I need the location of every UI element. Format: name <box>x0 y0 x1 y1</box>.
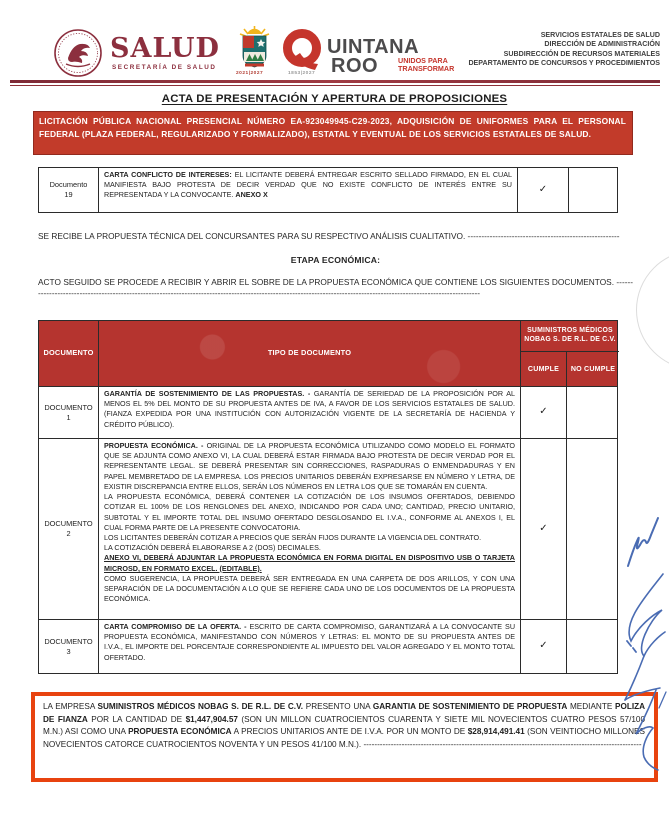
row-cumple-checkmark: ✓ <box>521 439 567 619</box>
header-company-group <box>521 321 619 386</box>
qroo-years-right: 1853|2027 <box>288 71 316 76</box>
row-no-cumple-cell <box>567 387 619 438</box>
table-row <box>39 168 617 212</box>
row-description-cell: GARANTÍA DE SOSTENIMIENTO DE LAS PROPUESTAS. - GARANTÍA DE SERIEDAD DE LA PROPOSICIÓN POR AL MENOS EL 5% DEL MONTO DE SU PROPUESTA ANTES DE IVA, A FAVOR DE LOS SERVICIOS ESTATALES DE SALUD. (FIANZA EXPEDIDA POR UNA INSTITUCIÓN CON AUTORIZACIÓN VIGENTE DE LA SECRETARÍA DE HACIENDA Y CRÉDITO PÚBLICO). <box>99 387 521 438</box>
paragraph-acto-seguido: ACTO SEGUIDO SE PROCEDE A RECIBIR Y ABRIR EL SOBRE DE LA PROPUESTA ECONÓMICA QUE CONTIENE LOS SIGUIENTES DOCUMENTOS. ---------------------------------------------------------------------------------------------------------------------------------------------------------------------- <box>38 277 633 299</box>
licitacion-banner: LICITACIÓN PÚBLICA NACIONAL PRESENCIAL NÚMERO EA-923049945-C29-2023, ADQUISICIÓN DE UNIFORMES PARA EL PERSONAL FEDERAL (PLAZA FEDERAL, REGULARIZADO Y FORMALIZADO), ESTATAL Y EVENTUAL DE LOS SERVICIOS ESTATALES DE SALUD. <box>33 111 633 155</box>
doc19-no-cumple-cell <box>569 168 619 212</box>
header-divider-rule-top <box>10 80 660 83</box>
quintana-roo-q-icon <box>281 29 329 75</box>
quintana-roo-shield-icon <box>237 26 272 70</box>
header-no-cumple: NO CUMPLE <box>570 364 616 373</box>
propuesta-economica-table <box>38 320 618 674</box>
paragraph-recibe-propuesta: SE RECIBE LA PROPUESTA TÉCNICA DEL CONCURSANTES PARA SU RESPECTIVO ANÁLISIS CUALITATIVO. ------------------------------------------------------- <box>38 231 620 241</box>
table-header-row <box>39 321 617 386</box>
dept-line: SERVICIOS ESTATALES DE SALUD <box>540 31 660 39</box>
dept-line: DEPARTAMENTO DE CONCURSOS Y PROCEDIMIENTOS <box>468 59 660 68</box>
dept-line: DIRECCIÓN DE ADMINISTRACIÓN <box>544 40 660 49</box>
header-company-name: SUMINISTROS MÉDICOS NOBAG S. DE R.L. DE C.V. <box>521 321 619 352</box>
header-divider-rule-bottom <box>10 85 660 86</box>
qroo-shield-years: 2021|2027 <box>236 71 264 76</box>
department-header-block <box>400 31 660 69</box>
result-highlight-box <box>31 692 658 782</box>
row-id-cell: DOCUMENTO 2 <box>39 439 99 619</box>
dept-line: SUBDIRECCIÓN DE RECURSOS MATERIALES <box>503 49 660 58</box>
salud-eagle-seal-icon <box>50 28 106 78</box>
row-no-cumple-cell <box>567 620 619 673</box>
doc19-description-cell: CARTA CONFLICTO DE INTERESES: EL LICITANTE DEBERÁ ENTREGAR ESCRITO SELLADO FIRMADO, EN EL CUAL MANIFIESTA BAJO PROTESTA DE DECIR VERDAD QUE NO EXISTE CONFLICTO DE INTERÉS ENTRE SU REPRESENTADA Y LA CONVOCANTE. ANEXO X <box>99 168 518 212</box>
row-cumple-checkmark: ✓ <box>521 387 567 438</box>
qroo-wordmark-quintana: UINTANA <box>327 36 420 58</box>
documento-19-table <box>38 167 618 213</box>
row-cumple-checkmark: ✓ <box>521 620 567 673</box>
doc19-cumple-checkmark: ✓ <box>518 168 569 212</box>
row-description-cell: PROPUESTA ECONÓMICA. - ORIGINAL DE LA PROPUESTA ECONÓMICA UTILIZANDO COMO MODELO EL FORMATO QUE SE ADJUNTA COMO ANEXO VI, LA CUAL DEBERÁ ESTAR FIRMADA BAJO PROTESTA DE DECIR VERDAD POR EL REPRESENTANTE LEGAL. SE DEBERÁ PRESENTAR SIN CORRECCIONES, RASPADURAS O ENMENDADURAS Y EN PAPEL MEMBRETADO DE LA EMPRESA. LOS PRECIOS UNITARIOS DEBERÁN EXPRESARSE EN NÚMERO Y LETRA, DE EXISTIR DISCREPANCIA ENTRE ELLOS, SERÁN LOS NÚMEROS EN LETRA LOS QUE SE TOMARÁN EN CUENTA. LA PROPUESTA ECONÓMICA, DEBERÁ CONTENER LA COTIZACIÓN DE LOS INSUMOS OFERTADOS, DEBIENDO COTIZAR EL 100% DE LOS RENGLONES DEL ANEXO, INDICANDO POR CADA UNO; CANTIDAD, PRECIO UNITARIO, SUBTOTAL Y EL IMPORTE TOTAL DEL INSUMO OFERTADO DESGLOSANDO EL I.V.A., CONFORME AL ANEXOS I, EL CUAL FORMA PARTE DE LA PRESENTE CONVOCATORIA. LOS LICITANTES DEBERÁN COTIZAR A PRECIOS QUE SERÁN FIJOS DURANTE LA VIGENCIA DEL CONTRATO. LA COTIZACIÓN DEBERÁ ELABORARSE A 2 (DOS) DECIMALES. ANEXO VI, DEBERÁ ADJUNTAR LA PROPUESTA ECONÓMICA EN FORMA DIGITAL EN DISPOSITIVO USB O TARJETA MICROSD, EN FORMATO EXCEL. (EDITABLE). COMO SUGERENCIA, LA PROPUESTA DEBERÁ SER ENTREGADA EN UNA CARPETA DE DOS ARILLOS, Y CON UNA SEPARACIÓN DE LA DOCUMENTACIÓN A LO QUE SE REFIERE CADA UNO DE LOS DOCUMENTOS DE LA PROPUESTA ECONÓMICA. <box>99 439 521 619</box>
row-no-cumple-cell <box>567 439 619 619</box>
document-title: ACTA DE PRESENTACIÓN Y APERTURA DE PROPOSICIONES <box>161 93 508 105</box>
header-documento: DOCUMENTO <box>39 321 99 386</box>
paper-curl-arc <box>636 250 669 370</box>
salud-logo-subtitle: SECRETARÍA DE SALUD <box>112 64 217 71</box>
table-row-documento-3 <box>39 619 617 673</box>
row-id-cell: DOCUMENTO 3 <box>39 620 99 673</box>
doc19-id-cell: Documento 19 <box>39 168 99 212</box>
result-paragraph: LA EMPRESA SUMINISTROS MÉDICOS NOBAG S. DE R.L. DE C.V. PRESENTO UNA GARANTIA DE SOSTENIMIENTO DE PROPUESTA MEDIANTE POLIZA DE FIANZA POR LA CANTIDAD DE $1,447,904.57 (SON UN MILLON CUATROCIENTOS CUARENTA Y SIETE MIL NOVECIENTOS CUATRO PESOS 57/100 M.N.) ASI COMO UNA PROPUESTA ECONÓMICA A PRECIOS UNITARIOS ANTE DE I.V.A. POR UN MONTO DE $28,914,491.41 (SON VEINTIOCHO MILLONES NOVECIENTOS CATORCE CUATROCIENTOS NOVENTA Y UN PESOS 41/100 M.N.). ------------------------------------------------------------------------------------------------------ <box>43 702 645 750</box>
header-tipo-de-documento: TIPO DE DOCUMENTO <box>99 321 521 386</box>
qroo-wordmark-roo: ROO <box>331 55 379 77</box>
qroo-tagline: UNIDOS PARA TRANSFORMAR <box>398 56 455 74</box>
header-cumple: CUMPLE <box>521 352 567 386</box>
table-row-documento-2 <box>39 438 617 619</box>
salud-logo-wordmark: SALUD <box>110 33 220 64</box>
row-id-cell: DOCUMENTO 1 <box>39 387 99 438</box>
row-description-cell: CARTA COMPROMISO DE LA OFERTA. - ESCRITO DE CARTA COMPROMISO, GARANTIZARÁ A LA CONVOCANTE SU PROPUESTA ECONÓMICA, MANIFESTANDO CON NÚMEROS Y LETRAS: EL MONTO DE SU PROPUESTA ANTES DE I.V.A., EL IMPORTE DEL PORCENTAJE CORRESPONDIENTE AL IMPUESTO DEL VALOR AGREGADO Y EL MONTO TOTAL OFERTADO. <box>99 620 521 673</box>
heading-etapa-economica: ETAPA ECONÓMICA: <box>290 255 381 265</box>
table-row-documento-1 <box>39 386 617 438</box>
